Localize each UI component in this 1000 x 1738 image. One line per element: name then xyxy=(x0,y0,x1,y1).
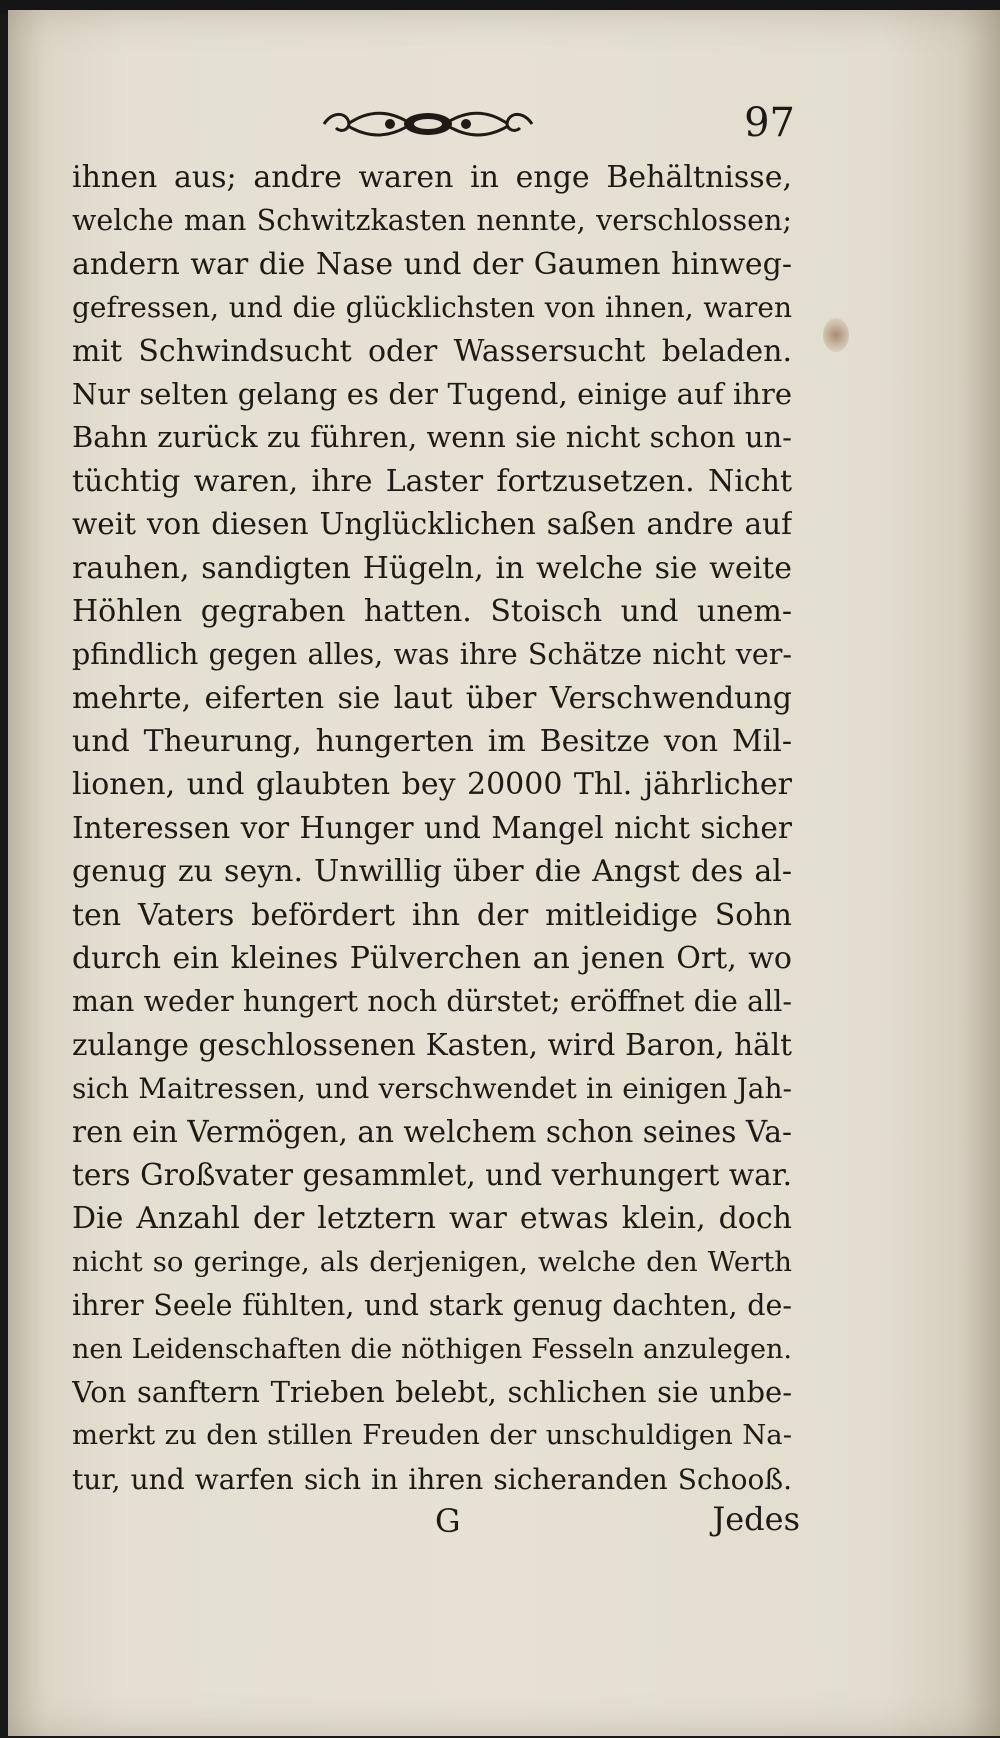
body-text xyxy=(72,156,792,1501)
text-line: rauhen, sandigten Hügeln, in welche sie weite xyxy=(72,550,792,586)
text-line: Die Anzahl der letztern war etwas klein, doch xyxy=(72,1201,792,1237)
text-line: weit von diesen Unglücklichen saßen andre auf xyxy=(72,507,792,542)
text-line: mit Schwindsucht oder Wassersucht beladen. xyxy=(72,333,792,369)
text-line: tur, und warfen sich in ihren sicheranden Schooß. xyxy=(72,1462,792,1496)
page-number: 97 xyxy=(744,100,795,146)
text-line: und Theurung, hungerten im Besitze von Mil- xyxy=(72,724,792,760)
text-line: nen Leidenschaften die nöthigen Fesseln anzulegen. xyxy=(72,1333,792,1365)
text-line: mehrte, eiferten sie laut über Verschwendung xyxy=(72,680,792,716)
text-line: welche man Schwitzkasten nennte, verschlossen; xyxy=(72,204,792,238)
text-line: zulange geschlossenen Kasten, wird Baron, hält xyxy=(72,1027,792,1062)
text-line: Interessen vor Hunger und Mangel nicht sicher xyxy=(72,810,792,845)
text-line: Von sanftern Trieben belebt, schlichen sie unbe- xyxy=(72,1374,792,1409)
text-line: Höhlen gegraben hatten. Stoisch und unem- xyxy=(72,593,792,629)
text-line: man weder hungert noch dürstet; eröffnet die all- xyxy=(72,985,792,1019)
text-line: ihnen aus; andre waren in enge Behältnisse, xyxy=(72,160,792,195)
text-line: ten Vaters befördert ihn der mitleidige Sohn xyxy=(72,897,792,933)
signature-mark: G xyxy=(435,1502,461,1540)
text-line: nicht so geringe, als derjenigen, welche den Werth xyxy=(72,1245,792,1278)
text-line: tüchtig waren, ihre Laster fortzusetzen. Nicht xyxy=(72,463,792,499)
text-line: ihrer Seele fühlten, und stark genug dachten, de- xyxy=(72,1289,792,1323)
paper-stain xyxy=(823,318,849,352)
text-line: Bahn zurück zu führen, wenn sie nicht schon un- xyxy=(72,420,792,455)
text-line: gefressen, und die glücklichsten von ihnen, waren xyxy=(72,291,792,325)
text-line: pfindlich gegen alles, was ihre Schätze nicht ver- xyxy=(72,638,792,672)
text-line: lionen, und glaubten bey 20000 Thl. jährlicher xyxy=(72,767,792,803)
text-line: ters Großvater gesammlet, und verhungert war. xyxy=(72,1157,792,1192)
text-line: Nur selten gelang es der Tugend, einige auf ihre xyxy=(72,376,792,411)
text-line: genug zu seyn. Unwillig über die Angst des al- xyxy=(72,854,792,890)
fleuron-ornament-icon xyxy=(318,104,538,144)
text-line: andern war die Nase und der Gaumen hinweg- xyxy=(72,246,792,282)
text-line: ren ein Vermögen, an welchem schon seines Va- xyxy=(72,1114,792,1149)
catchword: Jedes xyxy=(712,1500,800,1538)
text-line: durch ein kleines Pülverchen an jenen Ort, wo xyxy=(72,941,792,977)
text-line: sich Maitressen, und verschwendet in einigen Jah- xyxy=(72,1072,792,1106)
text-line: merkt zu den stillen Freuden der unschuldigen Na- xyxy=(72,1419,792,1452)
